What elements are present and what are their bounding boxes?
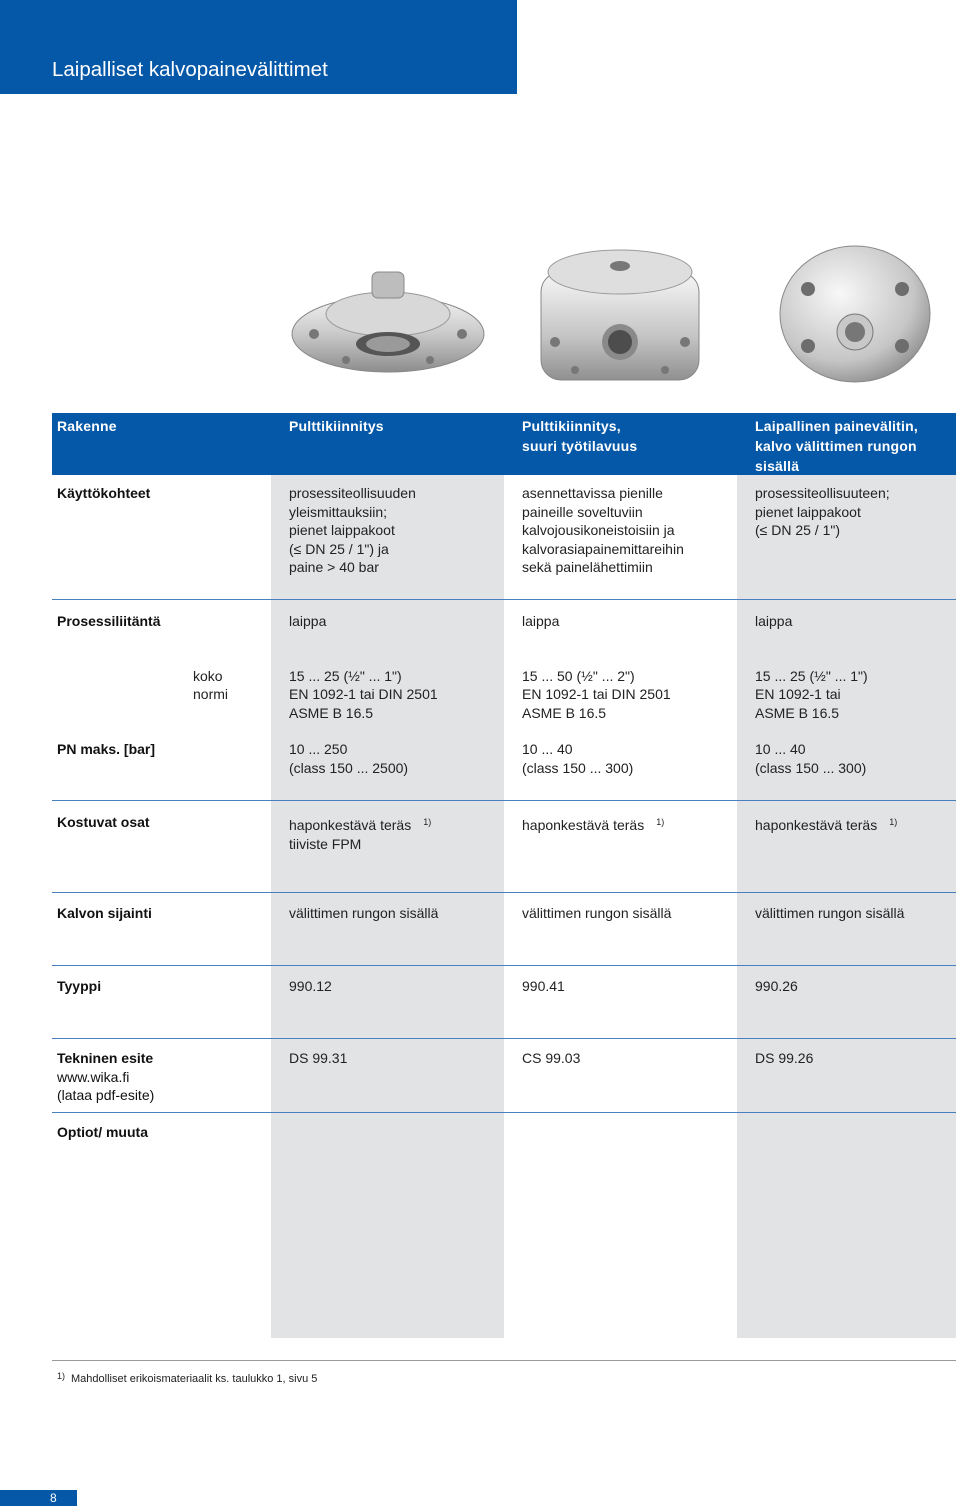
footnote: $^{1)}$ Mahdolliset erikoismateriaalit ks. taulukko 1, sivu 5 xyxy=(57,1371,318,1385)
kalvo-cell-3: välittimen rungon sisällä xyxy=(755,905,905,921)
sub-label-koko: koko xyxy=(193,668,223,684)
row-separator xyxy=(52,965,956,966)
row-separator xyxy=(52,599,956,600)
esite-cell-1: DS 99.31 xyxy=(289,1050,348,1066)
kalvo-cell-2: välittimen rungon sisällä xyxy=(522,905,672,921)
row-label-esite: Tekninen esite www.wika.fi (lataa pdf-esite) xyxy=(57,1050,155,1103)
esite-cell-3: DS 99.26 xyxy=(755,1050,814,1066)
kayttokohteet-cell-2: asennettavissa pienille paineille soveltuviin kalvojousikoneistoisiin ja kalvorasiapainemittareihin sekä painelähettimiin xyxy=(522,485,684,575)
kostuvat-cell-2: haponkestävä teräs $^{1)}$ xyxy=(522,817,665,833)
normi-cell-2: EN 1092-1 tai DIN 2501 ASME B 16.5 xyxy=(522,686,671,721)
koko-cell-2: 15 ... 50 (½" ... 2") xyxy=(522,668,635,684)
page-number: 8 xyxy=(50,1491,57,1505)
sub-label-normi: normi xyxy=(193,686,229,702)
koko-cell-3: 15 ... 25 (½" ... 1") xyxy=(755,668,868,684)
esite-cell-2: CS 99.03 xyxy=(522,1050,581,1066)
row-label-prosessiliitanta: Prosessiliitäntä xyxy=(57,613,161,629)
normi-cell-1: EN 1092-1 tai DIN 2501 ASME B 16.5 xyxy=(289,686,438,721)
kayttokohteet-cell-1: prosessiteollisuuden yleismittauksiin; pienet laippakoot (≤ DN 25 / 1") ja paine > 40 bar xyxy=(289,485,416,575)
row-label-kalvo: Kalvon sijainti xyxy=(57,905,152,921)
tyyppi-cell-1: 990.12 xyxy=(289,978,332,994)
pn-cell-2: 10 ... 40 (class 150 ... 300) xyxy=(522,741,634,776)
column-header-3: Laipallinen painevälitin, kalvo välittimen rungon sisällä xyxy=(755,418,918,474)
prosessiliitanta-cell-1: laippa xyxy=(289,613,327,629)
column-header-1: Pulttikiinnitys xyxy=(289,418,384,434)
tyyppi-cell-2: 990.41 xyxy=(522,978,565,994)
row-separator xyxy=(52,800,956,801)
prosessiliitanta-cell-2: laippa xyxy=(522,613,560,629)
koko-cell-1: 15 ... 25 (½" ... 1") xyxy=(289,668,402,684)
pn-cell-3: 10 ... 40 (class 150 ... 300) xyxy=(755,741,867,776)
footnote-rule xyxy=(52,1360,956,1361)
product-photo-bolted-flange xyxy=(288,262,488,377)
row-label-kayttokohteet: Käyttökohteet xyxy=(57,485,151,501)
row-separator xyxy=(52,1112,956,1113)
pn-cell-1: 10 ... 250 (class 150 ... 2500) xyxy=(289,741,409,776)
kalvo-cell-1: välittimen rungon sisällä xyxy=(289,905,439,921)
kostuvat-cell-3: haponkestävä teräs $^{1)}$ xyxy=(755,817,898,833)
row-separator xyxy=(52,1038,956,1039)
prosessiliitanta-cell-3: laippa xyxy=(755,613,793,629)
page-number-tab xyxy=(0,1490,77,1506)
row-label-optiot: Optiot/ muuta xyxy=(57,1124,148,1140)
row-label-pn: PN maks. [bar] xyxy=(57,741,156,757)
page-title: Laipalliset kalvopainevälittimet xyxy=(52,58,328,81)
column-header-2: Pulttikiinnitys, suuri työtilavuus xyxy=(522,418,638,454)
row-label-tyyppi: Tyyppi xyxy=(57,978,102,994)
row-label-kostuvat: Kostuvat osat xyxy=(57,814,150,830)
product-photo-flanged-seal xyxy=(778,244,933,384)
row-separator xyxy=(52,892,956,893)
normi-cell-3: EN 1092-1 tai ASME B 16.5 xyxy=(755,686,841,721)
kayttokohteet-cell-3: prosessiteollisuuteen; pienet laippakoot (≤ DN 25 / 1") xyxy=(755,485,890,538)
kostuvat-cell-1: haponkestävä teräs $^{1)}$ tiiviste FPM xyxy=(289,817,432,852)
product-photo-bolted-large-volume xyxy=(535,242,705,387)
header-label: Rakenne xyxy=(57,418,117,434)
tyyppi-cell-3: 990.26 xyxy=(755,978,798,994)
